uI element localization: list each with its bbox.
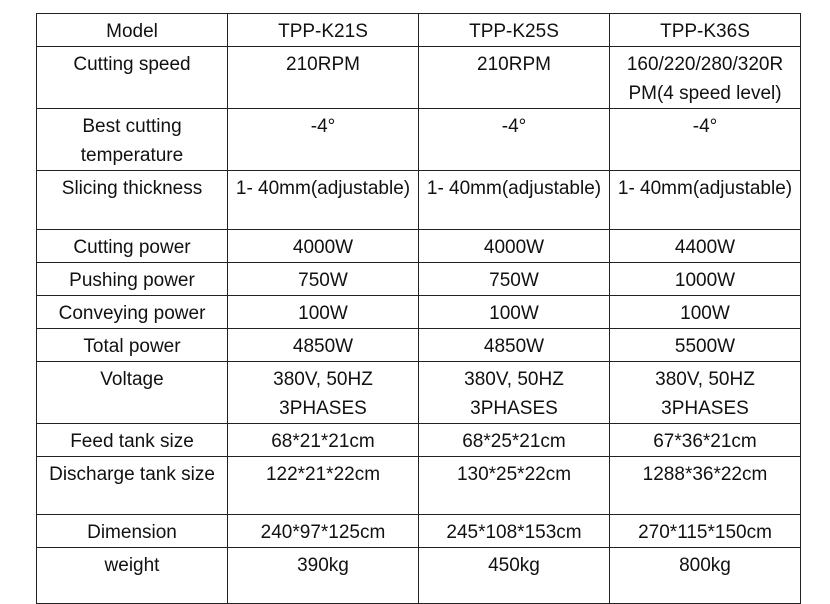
table-row xyxy=(37,230,801,263)
table-cell: 100W xyxy=(419,296,610,329)
table-cell: 800kg xyxy=(610,548,801,604)
table-row xyxy=(37,296,801,329)
table-cell: 210RPM xyxy=(228,47,419,109)
row-label: Conveying power xyxy=(37,296,228,329)
table-cell: 1- 40mm(adjustable) xyxy=(228,171,419,230)
table-cell: 240*97*125cm xyxy=(228,515,419,548)
table-cell: 68*25*21cm xyxy=(419,424,610,457)
header-cell: TPP-K21S xyxy=(228,14,419,47)
table-row xyxy=(37,109,801,171)
table-cell: 210RPM xyxy=(419,47,610,109)
table-row xyxy=(37,424,801,457)
table-cell: 390kg xyxy=(228,548,419,604)
table-row xyxy=(37,47,801,109)
table-row xyxy=(37,362,801,424)
row-label: Cutting speed xyxy=(37,47,228,109)
table-row xyxy=(37,515,801,548)
table-cell: 1288*36*22cm xyxy=(610,457,801,515)
row-label: Discharge tank size xyxy=(37,457,228,515)
spec-table xyxy=(36,13,801,604)
table-cell: 4000W xyxy=(419,230,610,263)
table-cell: 380V, 50HZ 3PHASES xyxy=(610,362,801,424)
table-cell: 100W xyxy=(610,296,801,329)
table-cell: 270*115*150cm xyxy=(610,515,801,548)
table-cell: 4400W xyxy=(610,230,801,263)
table-row xyxy=(37,329,801,362)
row-label: Total power xyxy=(37,329,228,362)
table-cell: 4000W xyxy=(228,230,419,263)
header-cell: TPP-K25S xyxy=(419,14,610,47)
row-label: Feed tank size xyxy=(37,424,228,457)
row-label: Dimension xyxy=(37,515,228,548)
table-cell: 160/220/280/320R PM(4 speed level) xyxy=(610,47,801,109)
row-label: Cutting power xyxy=(37,230,228,263)
table-row xyxy=(37,263,801,296)
table-cell: 750W xyxy=(419,263,610,296)
row-label: Best cutting temperature xyxy=(37,109,228,171)
row-label: Slicing thickness xyxy=(37,171,228,230)
table-cell: -4° xyxy=(610,109,801,171)
table-row xyxy=(37,548,801,604)
table-cell: 450kg xyxy=(419,548,610,604)
table-cell: 750W xyxy=(228,263,419,296)
table-cell: -4° xyxy=(419,109,610,171)
table-cell: 380V, 50HZ 3PHASES xyxy=(419,362,610,424)
table-cell: 122*21*22cm xyxy=(228,457,419,515)
table-cell: 5500W xyxy=(610,329,801,362)
table-cell: 100W xyxy=(228,296,419,329)
row-label: Voltage xyxy=(37,362,228,424)
header-cell: Model xyxy=(37,14,228,47)
table-cell: 380V, 50HZ 3PHASES xyxy=(228,362,419,424)
row-label: weight xyxy=(37,548,228,604)
table-cell: 1- 40mm(adjustable) xyxy=(419,171,610,230)
row-label: Pushing power xyxy=(37,263,228,296)
table-row xyxy=(37,171,801,230)
table-row xyxy=(37,457,801,515)
table-cell: 4850W xyxy=(419,329,610,362)
table-cell: 130*25*22cm xyxy=(419,457,610,515)
table-cell: 4850W xyxy=(228,329,419,362)
table-cell: 245*108*153cm xyxy=(419,515,610,548)
table-cell: -4° xyxy=(228,109,419,171)
table-header-row xyxy=(37,14,801,47)
table-cell: 68*21*21cm xyxy=(228,424,419,457)
table-cell: 1000W xyxy=(610,263,801,296)
header-cell: TPP-K36S xyxy=(610,14,801,47)
table-cell: 1- 40mm(adjustable) xyxy=(610,171,801,230)
table-cell: 67*36*21cm xyxy=(610,424,801,457)
